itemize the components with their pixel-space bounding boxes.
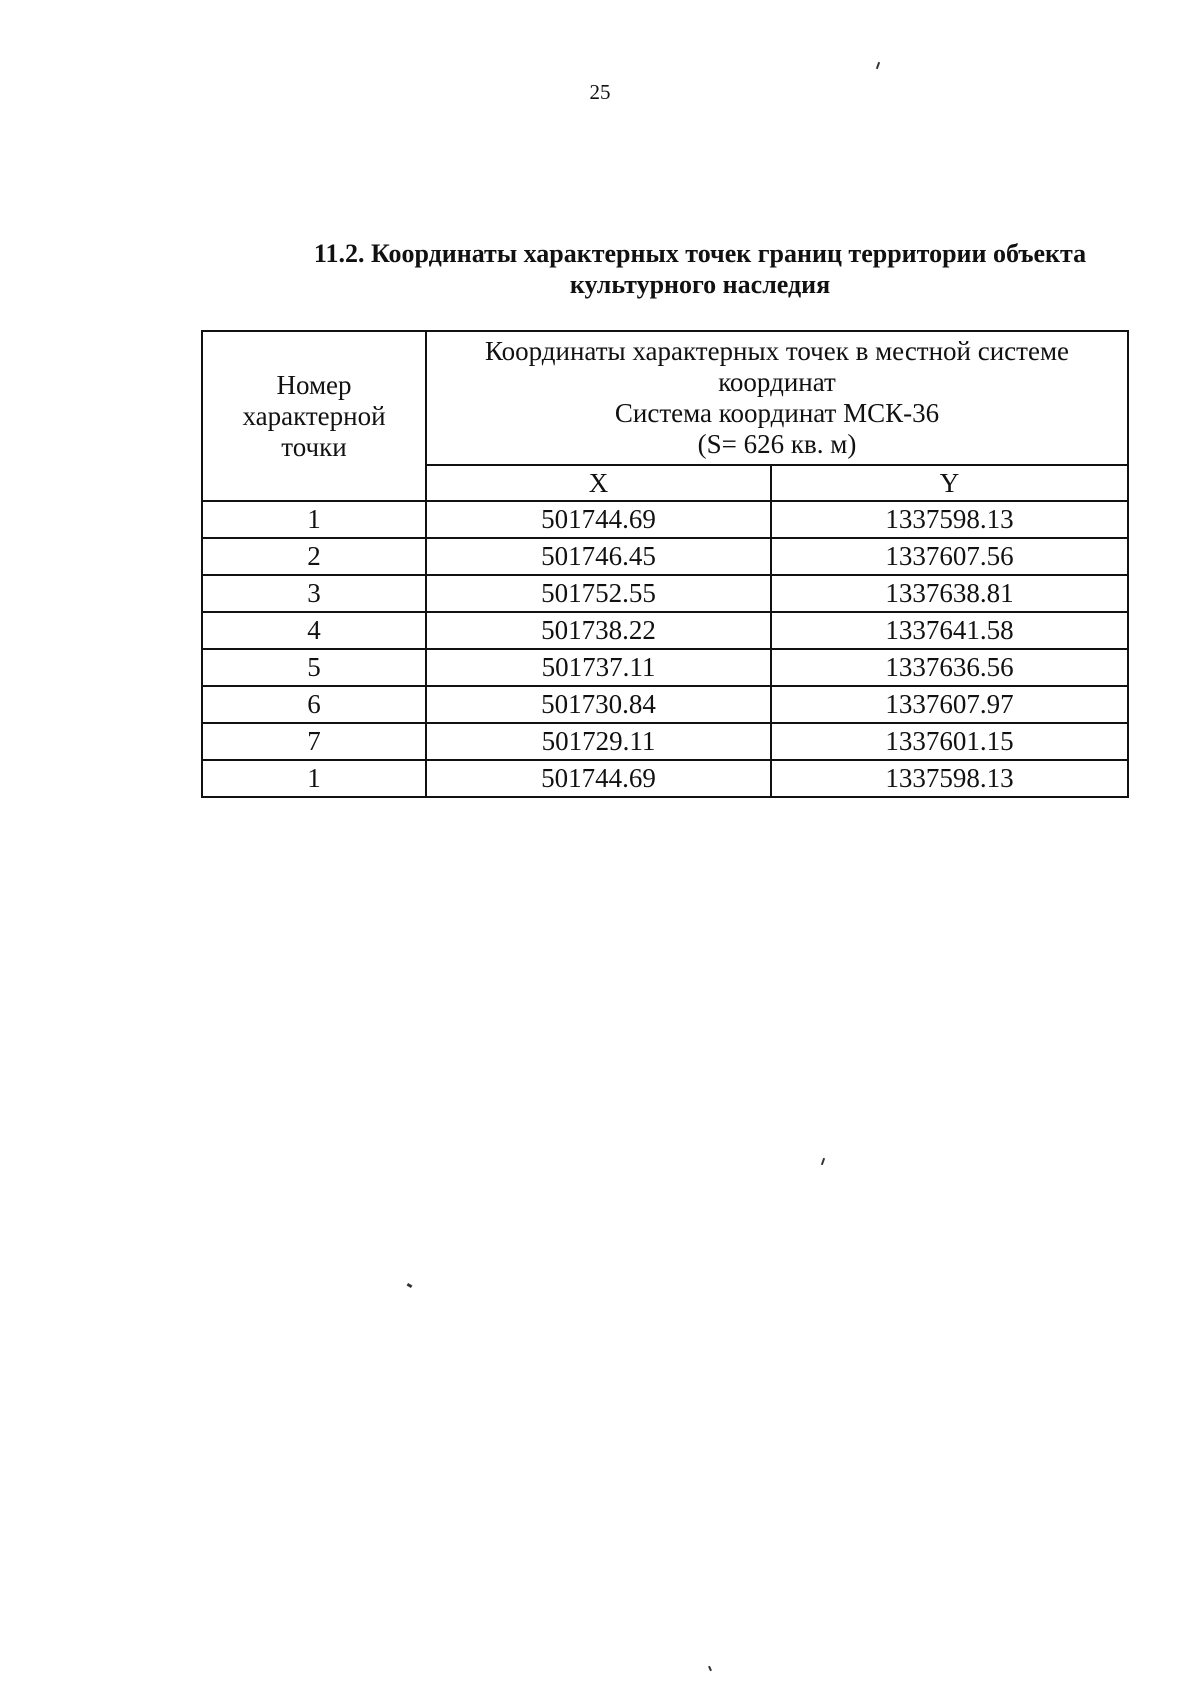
- y-coordinate-cell: 1337641.58: [771, 612, 1128, 649]
- x-coordinate-cell: 501752.55: [426, 575, 771, 612]
- point-number-cell: 5: [202, 649, 426, 686]
- table-row: [202, 686, 1128, 723]
- y-coordinate-cell: 1337638.81: [771, 575, 1128, 612]
- scan-speck: [708, 1666, 712, 1671]
- x-coordinate-cell: 501738.22: [426, 612, 771, 649]
- table-row: [202, 649, 1128, 686]
- table-row: [202, 723, 1128, 760]
- scan-speck: [407, 1283, 413, 1288]
- point-number-cell: 6: [202, 686, 426, 723]
- x-coordinate-cell: 501744.69: [426, 760, 771, 797]
- point-number-cell: 4: [202, 612, 426, 649]
- x-coordinate-cell: 501744.69: [426, 501, 771, 538]
- x-coordinate-cell: 501729.11: [426, 723, 771, 760]
- point-number-cell: 2: [202, 538, 426, 575]
- table-row: [202, 501, 1128, 538]
- table-row: [202, 538, 1128, 575]
- column-y-header: Y: [771, 465, 1128, 501]
- coordinates-table: [201, 330, 1129, 798]
- table-row: [202, 575, 1128, 612]
- coordinates-header-line: координат: [718, 367, 836, 397]
- point-number-header: [202, 331, 426, 501]
- table-row: [202, 760, 1128, 797]
- scan-speck: [876, 62, 880, 69]
- section-title: [200, 238, 1200, 300]
- x-coordinate-cell: 501730.84: [426, 686, 771, 723]
- column-x-header: X: [426, 465, 771, 501]
- y-coordinate-cell: 1337636.56: [771, 649, 1128, 686]
- table-row: [202, 612, 1128, 649]
- y-coordinate-cell: 1337598.13: [771, 760, 1128, 797]
- y-coordinate-cell: 1337598.13: [771, 501, 1128, 538]
- coordinates-header-line: (S= 626 кв. м): [697, 429, 857, 459]
- coordinates-header: [426, 331, 1128, 465]
- x-coordinate-cell: 501737.11: [426, 649, 771, 686]
- y-coordinate-cell: 1337607.97: [771, 686, 1128, 723]
- x-coordinate-cell: 501746.45: [426, 538, 771, 575]
- point-number-cell: 1: [202, 760, 426, 797]
- page-number: 25: [589, 80, 611, 104]
- coordinates-header-line: Координаты характерных точек в местной системе: [484, 336, 1070, 366]
- point-number-cell: 7: [202, 723, 426, 760]
- section-title-line-1: 11.2. Координаты характерных точек границ территории объекта: [313, 239, 1087, 268]
- y-coordinate-cell: 1337607.56: [771, 538, 1128, 575]
- point-number-cell: 3: [202, 575, 426, 612]
- point-number-header-line: Номер: [276, 369, 352, 400]
- scan-speck: [821, 1158, 825, 1165]
- point-number-header-line: точки: [281, 431, 347, 462]
- point-number-cell: 1: [202, 501, 426, 538]
- coordinates-header-line: Система координат МСК-36: [614, 398, 940, 428]
- y-coordinate-cell: 1337601.15: [771, 723, 1128, 760]
- point-number-header-line: характерной: [242, 400, 386, 431]
- section-title-line-2: культурного наследия: [569, 270, 831, 299]
